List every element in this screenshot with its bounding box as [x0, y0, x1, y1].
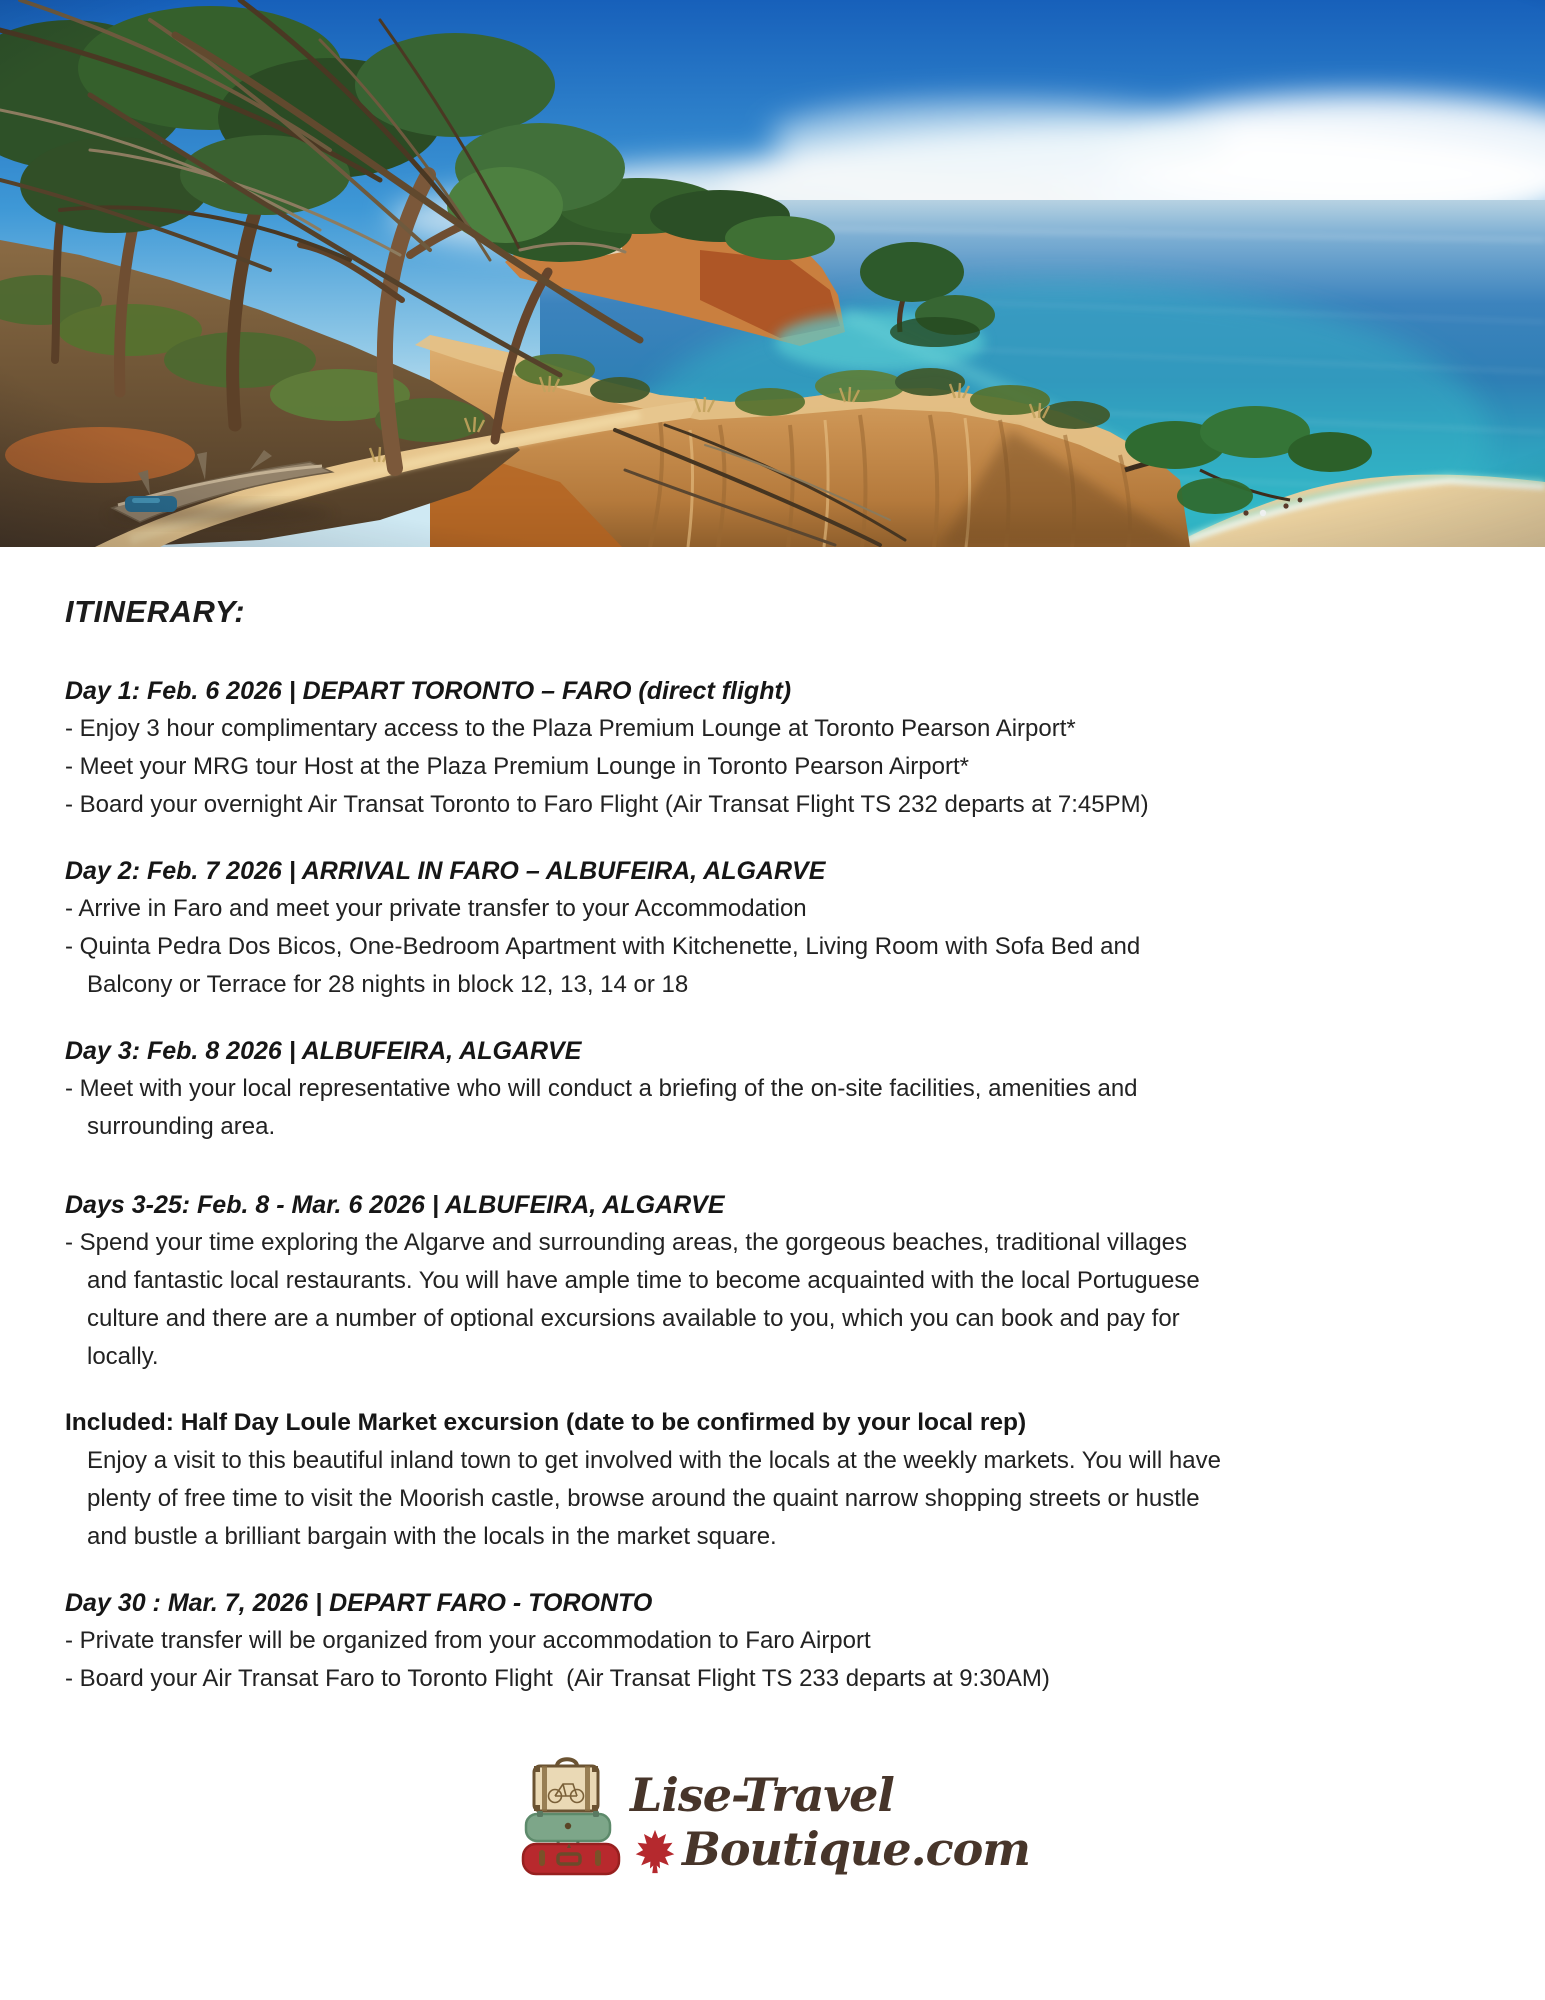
itinerary-line: - Board your overnight Air Transat Toronto to Faro Flight (Air Transat Flight TS 232 departs at 7:45PM): [65, 791, 1149, 818]
brand-name: [630, 1768, 1030, 1876]
itinerary-line: Enjoy a visit to this beautiful inland town to get involved with the locals at the weekly markets. You will have: [87, 1447, 1221, 1474]
itinerary-section-day1: [65, 672, 1485, 824]
itinerary-line: plenty of free time to visit the Moorish castle, browse around the quaint narrow shopping streets or hustle: [87, 1485, 1200, 1512]
itinerary-line: locally.: [87, 1343, 159, 1370]
section-heading: Days 3-25: Feb. 8 - Mar. 6 2026 | ALBUFEIRA, ALGARVE: [65, 1191, 725, 1219]
itinerary-section-included-excursion: [65, 1404, 1485, 1556]
section-heading: Day 2: Feb. 7 2026 | ARRIVAL IN FARO – ALBUFEIRA, ALGARVE: [65, 857, 826, 885]
brand-name-line2: Boutique.com: [682, 1822, 1030, 1876]
itinerary-line: - Enjoy 3 hour complimentary access to the Plaza Premium Lounge at Toronto Pearson Airport*: [65, 715, 1076, 742]
itinerary-line: - Private transfer will be organized from your accommodation to Faro Airport: [65, 1627, 871, 1654]
itinerary-section-day2: [65, 852, 1485, 1004]
itinerary-line: - Meet your MRG tour Host at the Plaza Premium Lounge in Toronto Pearson Airport*: [65, 753, 969, 780]
itinerary-line: and bustle a brilliant bargain with the locals in the market square.: [87, 1523, 777, 1550]
section-heading: Day 30 : Mar. 7, 2026 | DEPART FARO - TORONTO: [65, 1589, 653, 1617]
section-heading: Day 3: Feb. 8 2026 | ALBUFEIRA, ALGARVE: [65, 1037, 582, 1065]
itinerary-section-days3-25: [65, 1186, 1485, 1376]
itinerary-line: and fantastic local restaurants. You will have ample time to become acquainted with the local Portuguese: [87, 1267, 1200, 1294]
suitcase-stack-icon: [520, 1756, 622, 1876]
algarve-coast-illustration: [0, 0, 1545, 547]
brand-logo: [65, 1756, 1485, 1876]
maple-leaf-icon: [632, 1829, 678, 1875]
itinerary-line: Balcony or Terrace for 28 nights in block 12, 13, 14 or 18: [87, 971, 689, 998]
itinerary-line: - Quinta Pedra Dos Bicos, One-Bedroom Apartment with Kitchenette, Living Room with Sofa Bed and: [65, 933, 1141, 960]
itinerary-line: - Board your Air Transat Faro to Toronto Flight (Air Transat Flight TS 233 departs at 9:30AM): [65, 1665, 1050, 1692]
section-heading: Included: Half Day Loule Market excursion (date to be confirmed by your local rep): [65, 1409, 1027, 1436]
itinerary-line: - Meet with your local representative who will conduct a briefing of the on-site facilities, amenities and: [65, 1075, 1138, 1102]
itinerary-line: - Spend your time exploring the Algarve and surrounding areas, the gorgeous beaches, traditional villages: [65, 1229, 1188, 1256]
section-heading: Day 1: Feb. 6 2026 | DEPART TORONTO – FARO (direct flight): [65, 677, 792, 705]
itinerary-section-day30: [65, 1584, 1485, 1698]
page-title: ITINERARY:: [65, 594, 246, 629]
header-photo: [0, 0, 1545, 547]
itinerary-content: [0, 547, 1545, 1876]
itinerary-section-day3: [65, 1032, 1485, 1146]
itinerary-line: culture and there are a number of optional excursions available to you, which you can book and pay for: [87, 1305, 1180, 1332]
itinerary-line: - Arrive in Faro and meet your private transfer to your Accommodation: [65, 895, 807, 922]
brand-name-line1: Lise-Travel: [630, 1768, 894, 1822]
itinerary-line: surrounding area.: [87, 1113, 276, 1140]
